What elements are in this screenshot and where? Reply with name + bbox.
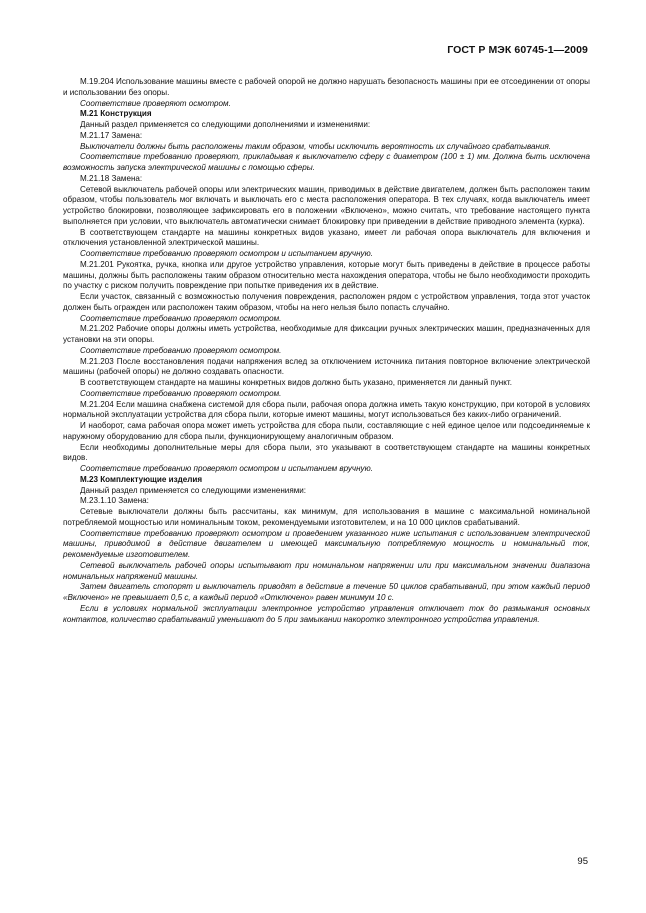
paragraph: Соответствие требованию проверяют осмотром.	[80, 345, 282, 355]
paragraph: М.21.202 Рабочие опоры должны иметь устройства, необходимые для фиксации ручных электрических машин, предназначенных для установки на эти опоры.	[63, 324, 590, 344]
paragraph: М.21.18 Замена:	[80, 173, 143, 183]
document-body	[63, 77, 590, 625]
page-number: 95	[577, 856, 588, 867]
paragraph: Данный раздел применяется со следующими дополнениями и изменениями:	[80, 120, 371, 129]
paragraph: М.21.204 Если машина снабжена системой для сбора пыли, рабочая опора должна иметь такую конструкцию, при которой в условиях нормальной эксплуатации устройства для сбора пыли, которые имеют машины, могут использоваться без каких-либо ограничений.	[63, 399, 590, 420]
paragraph: М.23 Комплектующие изделия	[80, 474, 203, 484]
paragraph: Сетевые выключатели должны быть рассчитаны, как минимум, для использования в машине с максимальной номинальной потребляемой мощностью или номинальным током, рекомендуемыми изготовителем, и на 10 000 циклов срабатываний.	[63, 507, 590, 527]
paragraph: Соответствие требованию проверяют осмотром и испытанием вручную.	[80, 464, 373, 473]
paragraph: Выключатели должны быть расположены таким образом, чтобы исключить вероятность их случайного срабатывания.	[80, 141, 552, 151]
paragraph: М.19.204 Использование машины вместе с рабочей опорой не должно нарушать безопасность машины при ее отсоединении от опоры и использовании без опоры.	[63, 77, 590, 97]
paragraph: Соответствие требованию проверяют осмотром.	[80, 388, 282, 398]
paragraph: В соответствующем стандарте на машины конкретных видов должно быть указано, применяется ли данный пункт.	[80, 378, 512, 387]
paragraph: Соответствие требованию проверяют осмотром.	[80, 313, 282, 323]
paragraph: Если в условиях нормальной эксплуатации электронное устройство управления отключает ток до размыкания основных контактов, количество срабатываний уменьшают до 5 при замыкании накоротко электронного устройства управления.	[63, 603, 590, 624]
paragraph: М.21.203 После восстановления подачи напряжения вслед за отключением источника питания повторное включение электрической машины (рабочей опоры) не должно создавать опасности.	[63, 356, 590, 377]
paragraph: Соответствие требованию проверяют, прикладывая к выключателю сферу с диаметром (100 ± 1) мм. Должна быть исключена возможность запуска электрической машины с помощью сферы.	[63, 152, 590, 172]
paragraph: Данный раздел применяется со следующими изменениями:	[80, 485, 307, 495]
paragraph: Сетевой выключатель рабочей опоры испытывают при номинальном напряжении или при максимальном значении диапазона номинальных напряжений машины.	[63, 560, 590, 581]
paragraph: В соответствующем стандарте на машины конкретных видов указано, имеет ли рабочая опора выключатель для включения и отключения установленной электрической машины.	[63, 227, 590, 248]
paragraph: И наоборот, сама рабочая опора может иметь устройства для сбора пыли, составляющие с ней единое целое или подсоединяемые к наружному оборудованию для сбора пыли, функционирующему аналогичным образом.	[63, 421, 590, 441]
paragraph: Затем двигатель стопорят и выключатель приводят в действие в течение 50 циклов срабатываний, при этом каждый период «Включено» не превышает 0,5 с, а каждый период «Отключено» равен минимум 10 с.	[63, 582, 590, 602]
paragraph: М.21.201 Рукоятка, ручка, кнопка или другое устройство управления, которые могут быть приведены в действие в процессе работы машины, должны быть расположены таким образом относительно места нахождения оператора, чтобы не было необходимости проходить по участку с риском получить повреждение при попытке приведения их в действие.	[63, 259, 590, 291]
paragraph: Соответствие требованию проверяют осмотром и проведением указанного ниже испытания с использованием электрической машины, приводимой в действие двигателем и имеющей максимальную потребляемую мощность и номинальный ток, рекомендуемые изготовителем.	[63, 528, 590, 559]
paragraph: М.23.1.10 Замена:	[80, 496, 149, 506]
paragraph: М.21 Конструкция	[80, 109, 152, 119]
standard-header: ГОСТ Р МЭК 60745-1—2009	[447, 44, 588, 56]
paragraph: Если участок, связанный с возможностью получения повреждения, расположен рядом с устройством управления, тогда этот участок должен быть огражден или расположен таким образом, чтобы на него нельзя было попасть случайно.	[63, 292, 590, 312]
paragraph: Соответствие требованию проверяют осмотром и испытанием вручную.	[80, 249, 373, 258]
paragraph: М.21.17 Замена:	[80, 130, 143, 140]
paragraph: Соответствие проверяют осмотром.	[80, 98, 231, 108]
paragraph: Если необходимы дополнительные меры для сбора пыли, это указывают в соответствующем стандарте на машины конкретных видов.	[63, 442, 590, 463]
paragraph: Сетевой выключатель рабочей опоры или электрических машин, приводимых в действие двигателем, должен быть расположен таким образом, чтобы пользователь мог включать и выключать его с места расположения оператора. В тех случаях, когда выключатель имеет устройство блокировки, позволяющее зафиксировать его в положении «Включено», можно считать, что требование настоящего пункта выполняется при условии, что выключатель автоматически снимает блокировку при приведении в действие приводного элемента (курка).	[63, 184, 590, 226]
